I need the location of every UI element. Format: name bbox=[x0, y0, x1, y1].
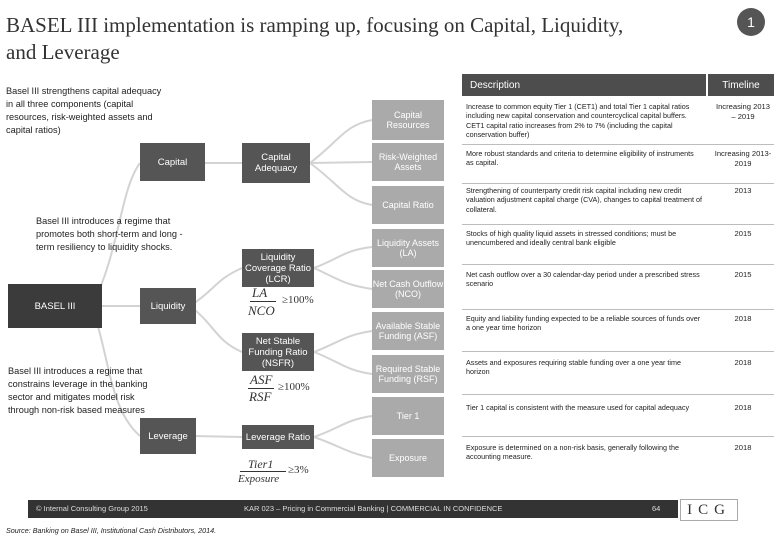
row-timeline: 2018 bbox=[734, 314, 752, 323]
node-capital-adequacy-label: Capital Adequacy bbox=[254, 152, 298, 174]
category-label: Available Stable Funding (ASF) bbox=[375, 320, 441, 341]
row-timeline: 2015 bbox=[734, 270, 752, 279]
page-number-badge: 1 bbox=[737, 8, 765, 36]
row-divider bbox=[462, 436, 774, 437]
row-description: Increase to common equity Tier 1 (CET1) and total Tier 1 capital ratios including new capital conservation and countercyclical capital buffers. CET1 capital ratio increases from 2% to 7% (including the capital conservation buffer) bbox=[466, 102, 690, 139]
page-title: BASEL III implementation is ramping up, focusing on Capital, Liquidity, and Leverage bbox=[6, 13, 624, 64]
formula-lcr-bar bbox=[250, 301, 276, 302]
header-description bbox=[462, 74, 706, 96]
row-divider bbox=[462, 351, 774, 352]
footer-page-number: 64 bbox=[652, 504, 661, 513]
row-divider bbox=[462, 309, 774, 310]
category-label: Capital Resources bbox=[386, 109, 430, 130]
formula-nsfr-denominator: RSF bbox=[249, 389, 272, 404]
row-description: Assets and exposures requiring stable funding over a one year time horizon bbox=[466, 358, 681, 377]
category-tier-1 bbox=[372, 397, 444, 435]
node-capital-adequacy bbox=[242, 143, 310, 183]
formula-nsfr bbox=[248, 373, 328, 407]
row-description: Net cash outflow over a 30 calendar-day period under a prescribed stress scenario bbox=[466, 270, 700, 289]
category-label: Liquidity Assets (LA) bbox=[376, 237, 440, 258]
row-timeline: Increasing 2013-2019 bbox=[714, 149, 772, 168]
category-risk-weighted-assets bbox=[372, 143, 444, 181]
row-divider bbox=[462, 183, 774, 184]
icg-logo-text: ICG bbox=[687, 501, 731, 518]
category-label: Capital Ratio bbox=[382, 199, 434, 210]
formula-lcr-numerator: LA bbox=[252, 285, 268, 300]
row-description: Exposure is determined on a non-risk basis, generally following the accounting measure. bbox=[466, 443, 679, 462]
node-basel-iii-label: BASEL III bbox=[34, 300, 76, 312]
row-timeline: Increasing 2013 – 2019 bbox=[715, 102, 771, 121]
category-available-stable-funding bbox=[372, 312, 444, 350]
category-exposure bbox=[372, 439, 444, 477]
formula-nsfr-relation: ≥100% bbox=[278, 381, 310, 393]
node-leverage-ratio-label: Leverage Ratio bbox=[245, 431, 311, 443]
row-divider bbox=[462, 394, 774, 395]
note-leverage: Basel III introduces a regime that constrains leverage in the banking sector and mitigates model risk through non-risk based measures bbox=[8, 366, 148, 415]
node-leverage bbox=[140, 418, 196, 454]
category-capital-ratio bbox=[372, 186, 444, 224]
row-timeline: 2018 bbox=[734, 403, 752, 412]
icg-logo bbox=[680, 499, 738, 521]
category-capital-resources bbox=[372, 100, 444, 140]
row-timeline: 2018 bbox=[734, 358, 752, 367]
header-timeline bbox=[708, 74, 774, 96]
note-liquidity: Basel III introduces a regime that promotes both short-term and long -term resiliency to liquidity shocks. bbox=[36, 216, 183, 252]
category-label: Tier 1 bbox=[396, 410, 420, 421]
node-liquidity bbox=[140, 288, 196, 324]
node-leverage-label: Leverage bbox=[148, 430, 188, 442]
node-lcr-label: Liquidity Coverage Ratio (LCR) bbox=[244, 251, 311, 285]
formula-lcr bbox=[248, 286, 328, 320]
row-divider bbox=[462, 224, 774, 225]
row-description: Tier 1 capital is consistent with the measure used for capital adequacy bbox=[466, 403, 690, 412]
node-nsfr bbox=[242, 333, 314, 371]
note-capital: Basel III strengthens capital adequacy in all three components (capital resources, risk-weighted assets and capital ratios) bbox=[6, 86, 162, 135]
row-description: Equity and liability funding expected to be a reliable sources of funds over a one year time horizon bbox=[466, 314, 701, 333]
footer-document-info: KAR 023 – Pricing in Commercial Banking | COMMERCIAL IN CONFIDENCE bbox=[244, 504, 503, 513]
row-divider bbox=[462, 144, 774, 145]
formula-leverage-numerator: Tier1 bbox=[248, 457, 274, 471]
node-basel-iii bbox=[8, 284, 102, 328]
footer-copyright: © Internal Consulting Group 2015 bbox=[36, 504, 148, 513]
formula-lcr-denominator: NCO bbox=[248, 303, 275, 318]
category-label: Required Stable Funding (RSF) bbox=[375, 363, 441, 384]
footer-bar bbox=[28, 500, 678, 518]
source-note: Source: Banking on Basel III, Institutional Cash Distributors, 2014. bbox=[6, 526, 217, 535]
node-liquidity-label: Liquidity bbox=[150, 300, 186, 312]
formula-leverage-denominator: Exposure bbox=[238, 473, 280, 485]
category-liquidity-assets bbox=[372, 229, 444, 267]
formula-leverage-bar bbox=[240, 471, 286, 472]
row-description: More robust standards and criteria to determine eligibility of instruments as capital. bbox=[466, 149, 694, 168]
row-timeline: 2015 bbox=[734, 229, 752, 238]
category-label: Exposure bbox=[388, 452, 428, 463]
formula-leverage bbox=[238, 458, 328, 488]
node-nsfr-label: Net Stable Funding Ratio (NSFR) bbox=[248, 335, 308, 369]
node-lcr bbox=[242, 249, 314, 287]
header-description-label: Description bbox=[470, 79, 521, 91]
node-capital bbox=[140, 143, 205, 181]
category-required-stable-funding bbox=[372, 355, 444, 393]
row-description: Stocks of high quality liquid assets in stressed conditions; must be unencumbered and ideally central bank eligible bbox=[466, 229, 677, 248]
header-timeline-label: Timeline bbox=[722, 79, 760, 91]
row-timeline: 2018 bbox=[734, 443, 752, 452]
formula-lcr-relation: ≥100% bbox=[282, 294, 314, 306]
category-label: Net Cash Outflow (NCO) bbox=[372, 278, 444, 299]
node-capital-label: Capital bbox=[157, 156, 188, 168]
row-description: Strengthening of counterparty credit risk capital including new credit valuation adjustment capital charge (CVA), changes to capital treatment of collateral. bbox=[466, 186, 702, 214]
formula-nsfr-numerator: ASF bbox=[250, 372, 273, 387]
formula-leverage-relation: ≥3% bbox=[288, 464, 309, 476]
category-label: Risk-Weighted Assets bbox=[378, 151, 438, 172]
category-net-cash-outflow bbox=[372, 270, 444, 308]
node-leverage-ratio bbox=[242, 425, 314, 449]
row-divider bbox=[462, 264, 774, 265]
row-timeline: 2013 bbox=[734, 186, 752, 195]
